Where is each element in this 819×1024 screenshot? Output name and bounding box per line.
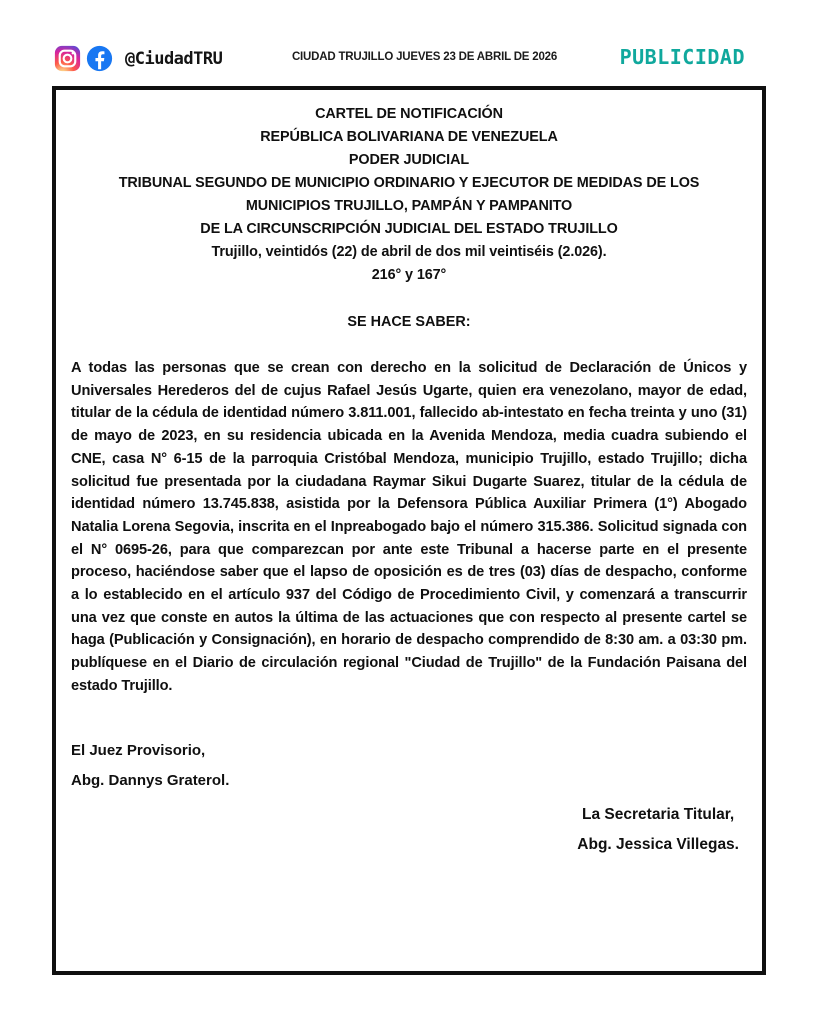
salutation: SE HACE SABER:	[347, 314, 471, 330]
heading-line-tribunal: TRIBUNAL SEGUNDO DE MUNICIPIO ORDINARIO Y EJECUTOR DE MEDIDAS DE LOS	[118, 175, 700, 191]
notification-document	[52, 86, 766, 975]
publicidad-label: PUBLICIDAD	[619, 45, 745, 69]
heading-line-circunscripcion: DE LA CIRCUNSCRIPCIÓN JUDICIAL DEL ESTADO TRUJILLO	[200, 221, 618, 237]
heading-line-anos: 216° y 167°	[371, 267, 447, 283]
judge-signature-block	[71, 736, 747, 796]
heading-line-cartel: CARTEL DE NOTIFICACIÓN	[315, 106, 503, 122]
social-handle: @CiudadTRU	[125, 48, 223, 69]
masthead	[0, 0, 819, 86]
secretary-title: La Secretaria Titular,	[582, 805, 735, 823]
heading-line-republica: REPÚBLICA BOLIVARIANA DE VENEZUELA	[260, 129, 558, 145]
body-paragraph: A todas las personas que se crean con derecho en la solicitud de Declaración de Únicos y Universales Herederos del de cujus Rafael Jesús Ugarte, quien era venezolano, mayor de edad, titular de la cédula de identidad número 3.811.001, fallecido ab-intestato en fecha treinta y uno (31) de mayo de 2023, en su residencia ubicada en la Avenida Mendoza, media cuadra subiendo el CNE, casa N° 6-15 de la parroquia Cristóbal Mendoza, municipio Trujillo, estado Trujillo; dicha solicitud fue presentada por la ciudadana Raymar Sikui Dugarte Suarez, titular de la cédula de identidad número 13.745.838, asistida por la Defensora Pública Auxiliar Primera (1°) Abogado Natalia Lorena Segovia, inscrita en el Inpreabogado bajo el número 315.386. Solicitud signada con el N° 0695-26, para que comparezcan por ante este Tribunal a hacerse parte en el presente proceso, haciéndose saber que el lapso de oposición es de tres (03) días de despacho, conforme a lo establecido en el artículo 937 del Código de Procedimiento Civil, y comenzará a transcurrir una vez que conste en autos la última de las actuaciones que con respecto al presente cartel se haga (Publicación y Consignación), en horario de despacho comprendido de 8:30 am. a 03:30 pm. publíquese en el Diario de circulación regional "Ciudad de Trujillo" de la Fundación Paisana del estado Trujillo.	[71, 360, 747, 694]
judge-title: El Juez Provisorio,	[71, 741, 206, 759]
document-heading	[71, 103, 747, 287]
secretary-signature-block	[577, 800, 739, 860]
heading-line-poder-judicial: PODER JUDICIAL	[348, 152, 470, 168]
secretary-name: Abg. Jessica Villegas.	[577, 835, 739, 853]
heading-line-municipios: MUNICIPIOS TRUJILLO, PAMPÁN Y PAMPANITO	[245, 198, 573, 214]
masthead-dateline: CIUDAD TRUJILLO JUEVES 23 DE ABRIL DE 2026	[291, 51, 558, 63]
heading-line-fecha: Trujillo, veintidós (22) de abril de dos mil veintiséis (2.026).	[211, 244, 607, 260]
judge-name: Abg. Dannys Graterol.	[71, 771, 230, 789]
